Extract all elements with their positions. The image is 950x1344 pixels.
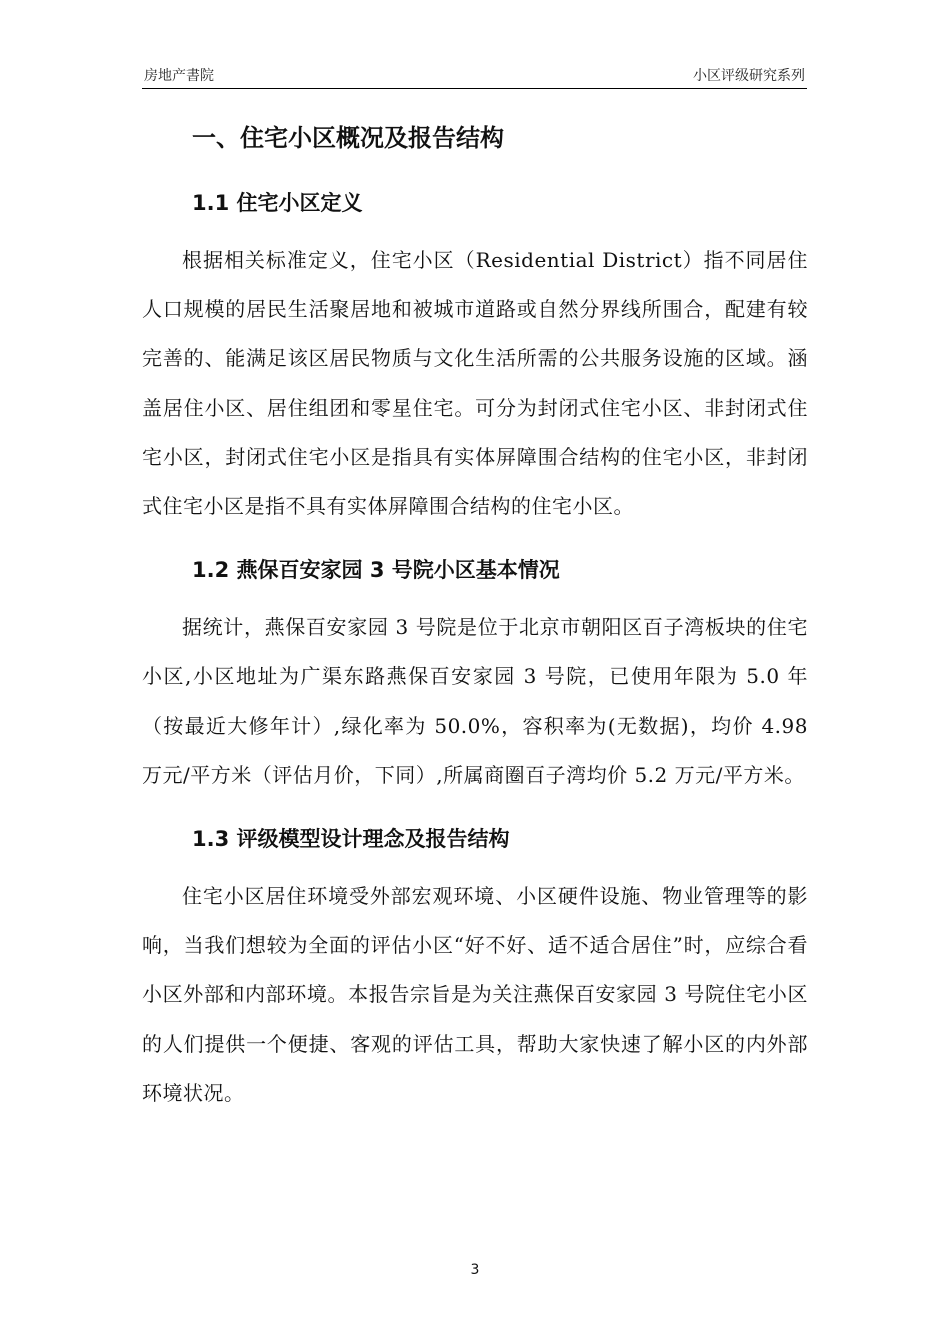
paragraph-model-design: 住宅小区居住环境受外部宏观环境、小区硬件设施、物业管理等的影响，当我们想较为全面的评估小区“好不好、适不适合居住”时，应综合看小区外部和内部环境。本报告宗旨是为关注燕保百安家园 3 号院住宅小区的人们提供一个便捷、客观的评估工具，帮助大家快速了解小区的内外部环境状况。 bbox=[142, 884, 808, 1105]
paragraph-definition: 根据相关标准定义，住宅小区（Residential District）指不同居住人口规模的居民生活聚居地和被城市道路或自然分界线所围合，配建有较完善的、能满足该区居民物质与文化生活所需的公共服务设施的区域。涵盖居住小区、居住组团和零星住宅。可分为封闭式住宅小区、非封闭式住宅小区，封闭式住宅小区是指具有实体屏障围合结构的住宅小区，非封闭式住宅小区是指不具有实体屏障围合结构的住宅小区。 bbox=[142, 248, 808, 519]
paragraph-basic-info: 据统计，燕保百安家园 3 号院是位于北京市朝阳区百子湾板块的住宅小区,小区地址为广渠东路燕保百安家园 3 号院，已使用年限为 5.0 年（按最近大修年计）,绿化率为 50.0%，容积率为(无数据)，均价 4.98 万元/平方米（评估月价，下同）,所属商圈百子湾均价 5.2 万元/平方米。 bbox=[142, 615, 808, 787]
page-header bbox=[142, 64, 807, 89]
subsection-heading-1-1: 1.1 住宅小区定义 bbox=[192, 191, 363, 215]
section-title: 一、住宅小区概况及报告结构 bbox=[192, 124, 504, 152]
document-body bbox=[142, 112, 808, 1118]
page-number: 3 bbox=[470, 1262, 480, 1278]
header-series-title: 小区评级研究系列 bbox=[693, 68, 805, 84]
subsection-heading-1-3: 1.3 评级模型设计理念及报告结构 bbox=[192, 827, 510, 852]
header-brand: 房地产書院 bbox=[144, 68, 214, 84]
subsection-heading-1-2: 1.2 燕保百安家园 3 号院小区基本情况 bbox=[192, 558, 560, 583]
